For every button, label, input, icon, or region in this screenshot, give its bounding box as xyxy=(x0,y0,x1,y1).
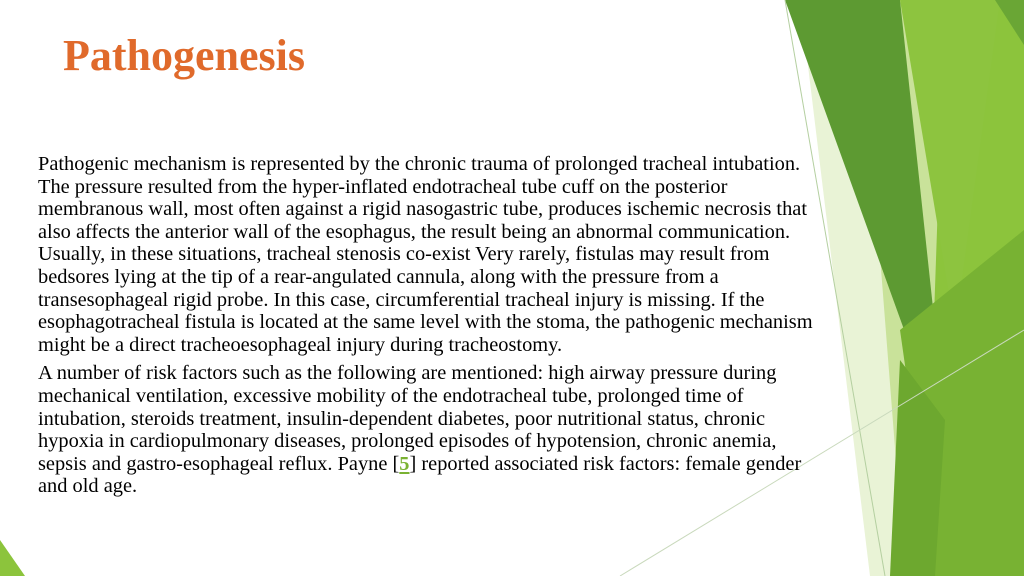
payne-label: Payne [ xyxy=(337,452,400,475)
risk-factors-text: A number of risk factors such as the following are mentioned: high airway pressure during mechanical ventilation, excessive mobility of the endotracheal tube, prolonged time of intubation, steroids treatment, insulin-dependent diabetes, poor nutritional status, chronic hypoxia in cardiopulmonary diseases, prolonged episodes of hypotension, chronic anemia, sepsis and gastro-esophageal reflux. xyxy=(38,362,777,475)
slide-body xyxy=(38,153,828,504)
slide-title: Pathogenesis xyxy=(63,31,305,80)
paragraph-pathogenic-mechanism: Pathogenic mechanism is represented by the chronic trauma of prolonged tracheal intubation. The pressure resulted from the hyper-inflated endotracheal tube cuff on the posterior membranous wall, most often against a rigid nasogastric tube, produces ischemic necrosis that also affects the anterior wall of the esophagus, the result being an abnormal communication. Usually, in these situations, tracheal stenosis co-exist Very rarely, fistulas may result from bedsores lying at the tip of a rear-angulated cannula, along with the pressure from a transesophageal rigid probe. In this case, circumferential tracheal injury is missing. If the esophagotracheal fistula is located at the same level with the stoma, the pathogenic mechanism might be a direct tracheoesophageal injury during tracheostomy. xyxy=(38,153,813,356)
reference-link-5[interactable]: 5 xyxy=(399,452,410,475)
paragraph-risk-factors xyxy=(38,362,828,498)
deco-bottom-left-wedge xyxy=(0,540,25,576)
payne-risk-text: ] reported associated risk factors: female gender and old age. xyxy=(38,452,802,498)
